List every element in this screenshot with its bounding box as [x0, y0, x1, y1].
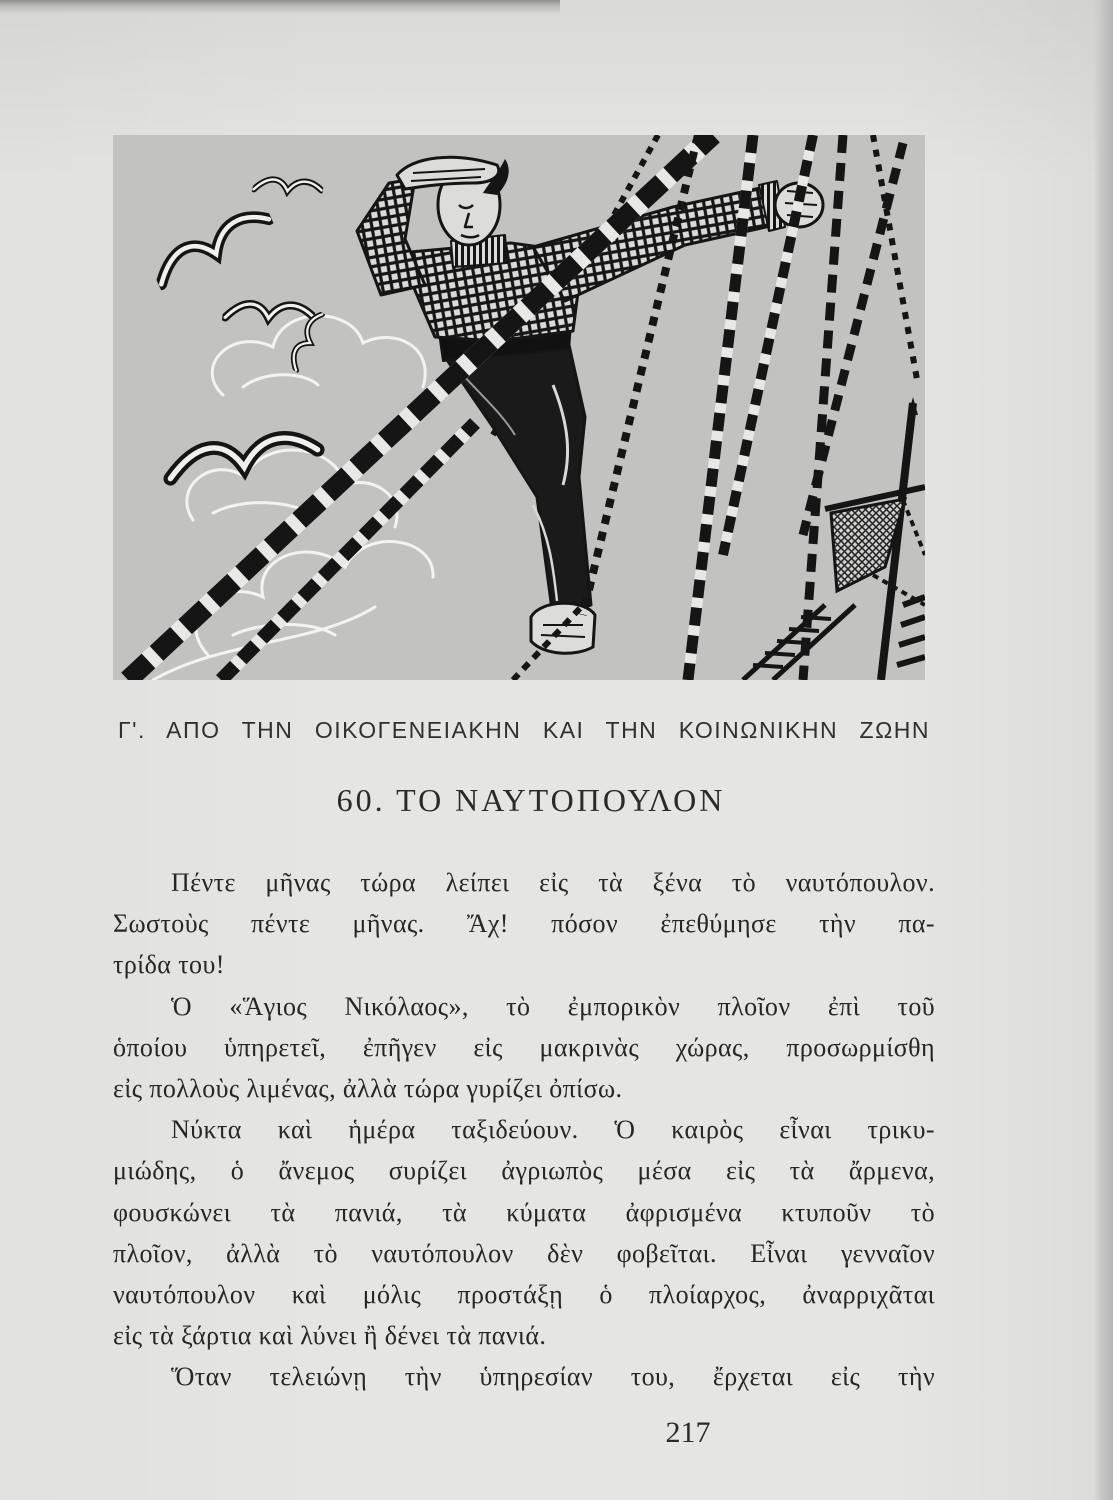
text-line: ναυτόπουλον καὶ μόλις προστάξῃ ὁ πλοίαρχος, ἀναρριχᾶται	[113, 1279, 935, 1309]
foot	[531, 603, 595, 653]
chapter-title: 60. ΤΟ ΝΑΥΤΟΠΟΥΛΟΝ	[336, 782, 726, 818]
paragraph	[113, 1109, 935, 1356]
text-line: ὁποίου ὑπηρετεῖ, ἐπῆγεν εἰς μακρινὰς χώρας, προσωρμίσθη	[113, 1032, 935, 1062]
text-line: Πέντε μῆνας τώρα λείπει εἰς τὰ ξένα τὸ ναυτόπουλον.	[171, 868, 935, 897]
text-line: Ὁ «Ἅγιος Νικόλαος», τὸ ἐμπορικὸν πλοῖον ἐπὶ τοῦ	[171, 991, 935, 1021]
page-number: 217	[665, 1416, 711, 1449]
text-line: φουσκώνει τὰ πανιά, τὰ κύματα ἀφρισμένα κτυποῦν τὸ	[113, 1197, 935, 1227]
text-line: εἰς πολλοὺς λιμένας, ἀλλὰ τώρα γυρίζει ὀπίσω.	[113, 1073, 623, 1103]
paragraph	[113, 1356, 935, 1397]
section-heading: Γ'. ΑΠΟ ΤΗΝ ΟΙΚΟΓΕΝΕΙΑΚΗΝ ΚΑΙ ΤΗΝ ΚΟΙΝΩΝΙΚΗΝ ΖΩΗΝ	[118, 717, 930, 743]
page-top-edge	[0, 0, 560, 14]
page-right-edge	[1093, 0, 1113, 1500]
text-line: Ὅταν τελειώνῃ τὴν ὑπηρεσίαν του, ἔρχεται εἰς τὴν	[171, 1362, 935, 1392]
text-line: τρίδα του!	[113, 950, 225, 980]
body-text	[113, 862, 935, 1397]
paragraph	[113, 986, 935, 1110]
text-line: Σωστοὺς πέντε μῆνας. Ἄχ! πόσον ἐπεθύμησε τὴν πα-	[113, 909, 935, 939]
text-line: εἰς τὰ ξάρτια καὶ λύνει ἢ δένει τὰ πανιά.	[113, 1321, 547, 1351]
paragraph	[113, 862, 935, 986]
sailor-boy-illustration	[113, 135, 925, 680]
text-line: πλοῖον, ἀλλὰ τὸ ναυτόπουλον δὲν φοβεῖται. Εἶναι γενναῖον	[113, 1238, 935, 1268]
text-line: Νύκτα καὶ ἡμέρα ταξιδεύουν. Ὁ καιρὸς εἶναι τρικυ-	[171, 1115, 935, 1145]
text-line: μιώδης, ὁ ἄνεμος συρίζει ἀγριωπὸς μέσα εἰς τὰ ἄρμενα,	[113, 1156, 935, 1186]
